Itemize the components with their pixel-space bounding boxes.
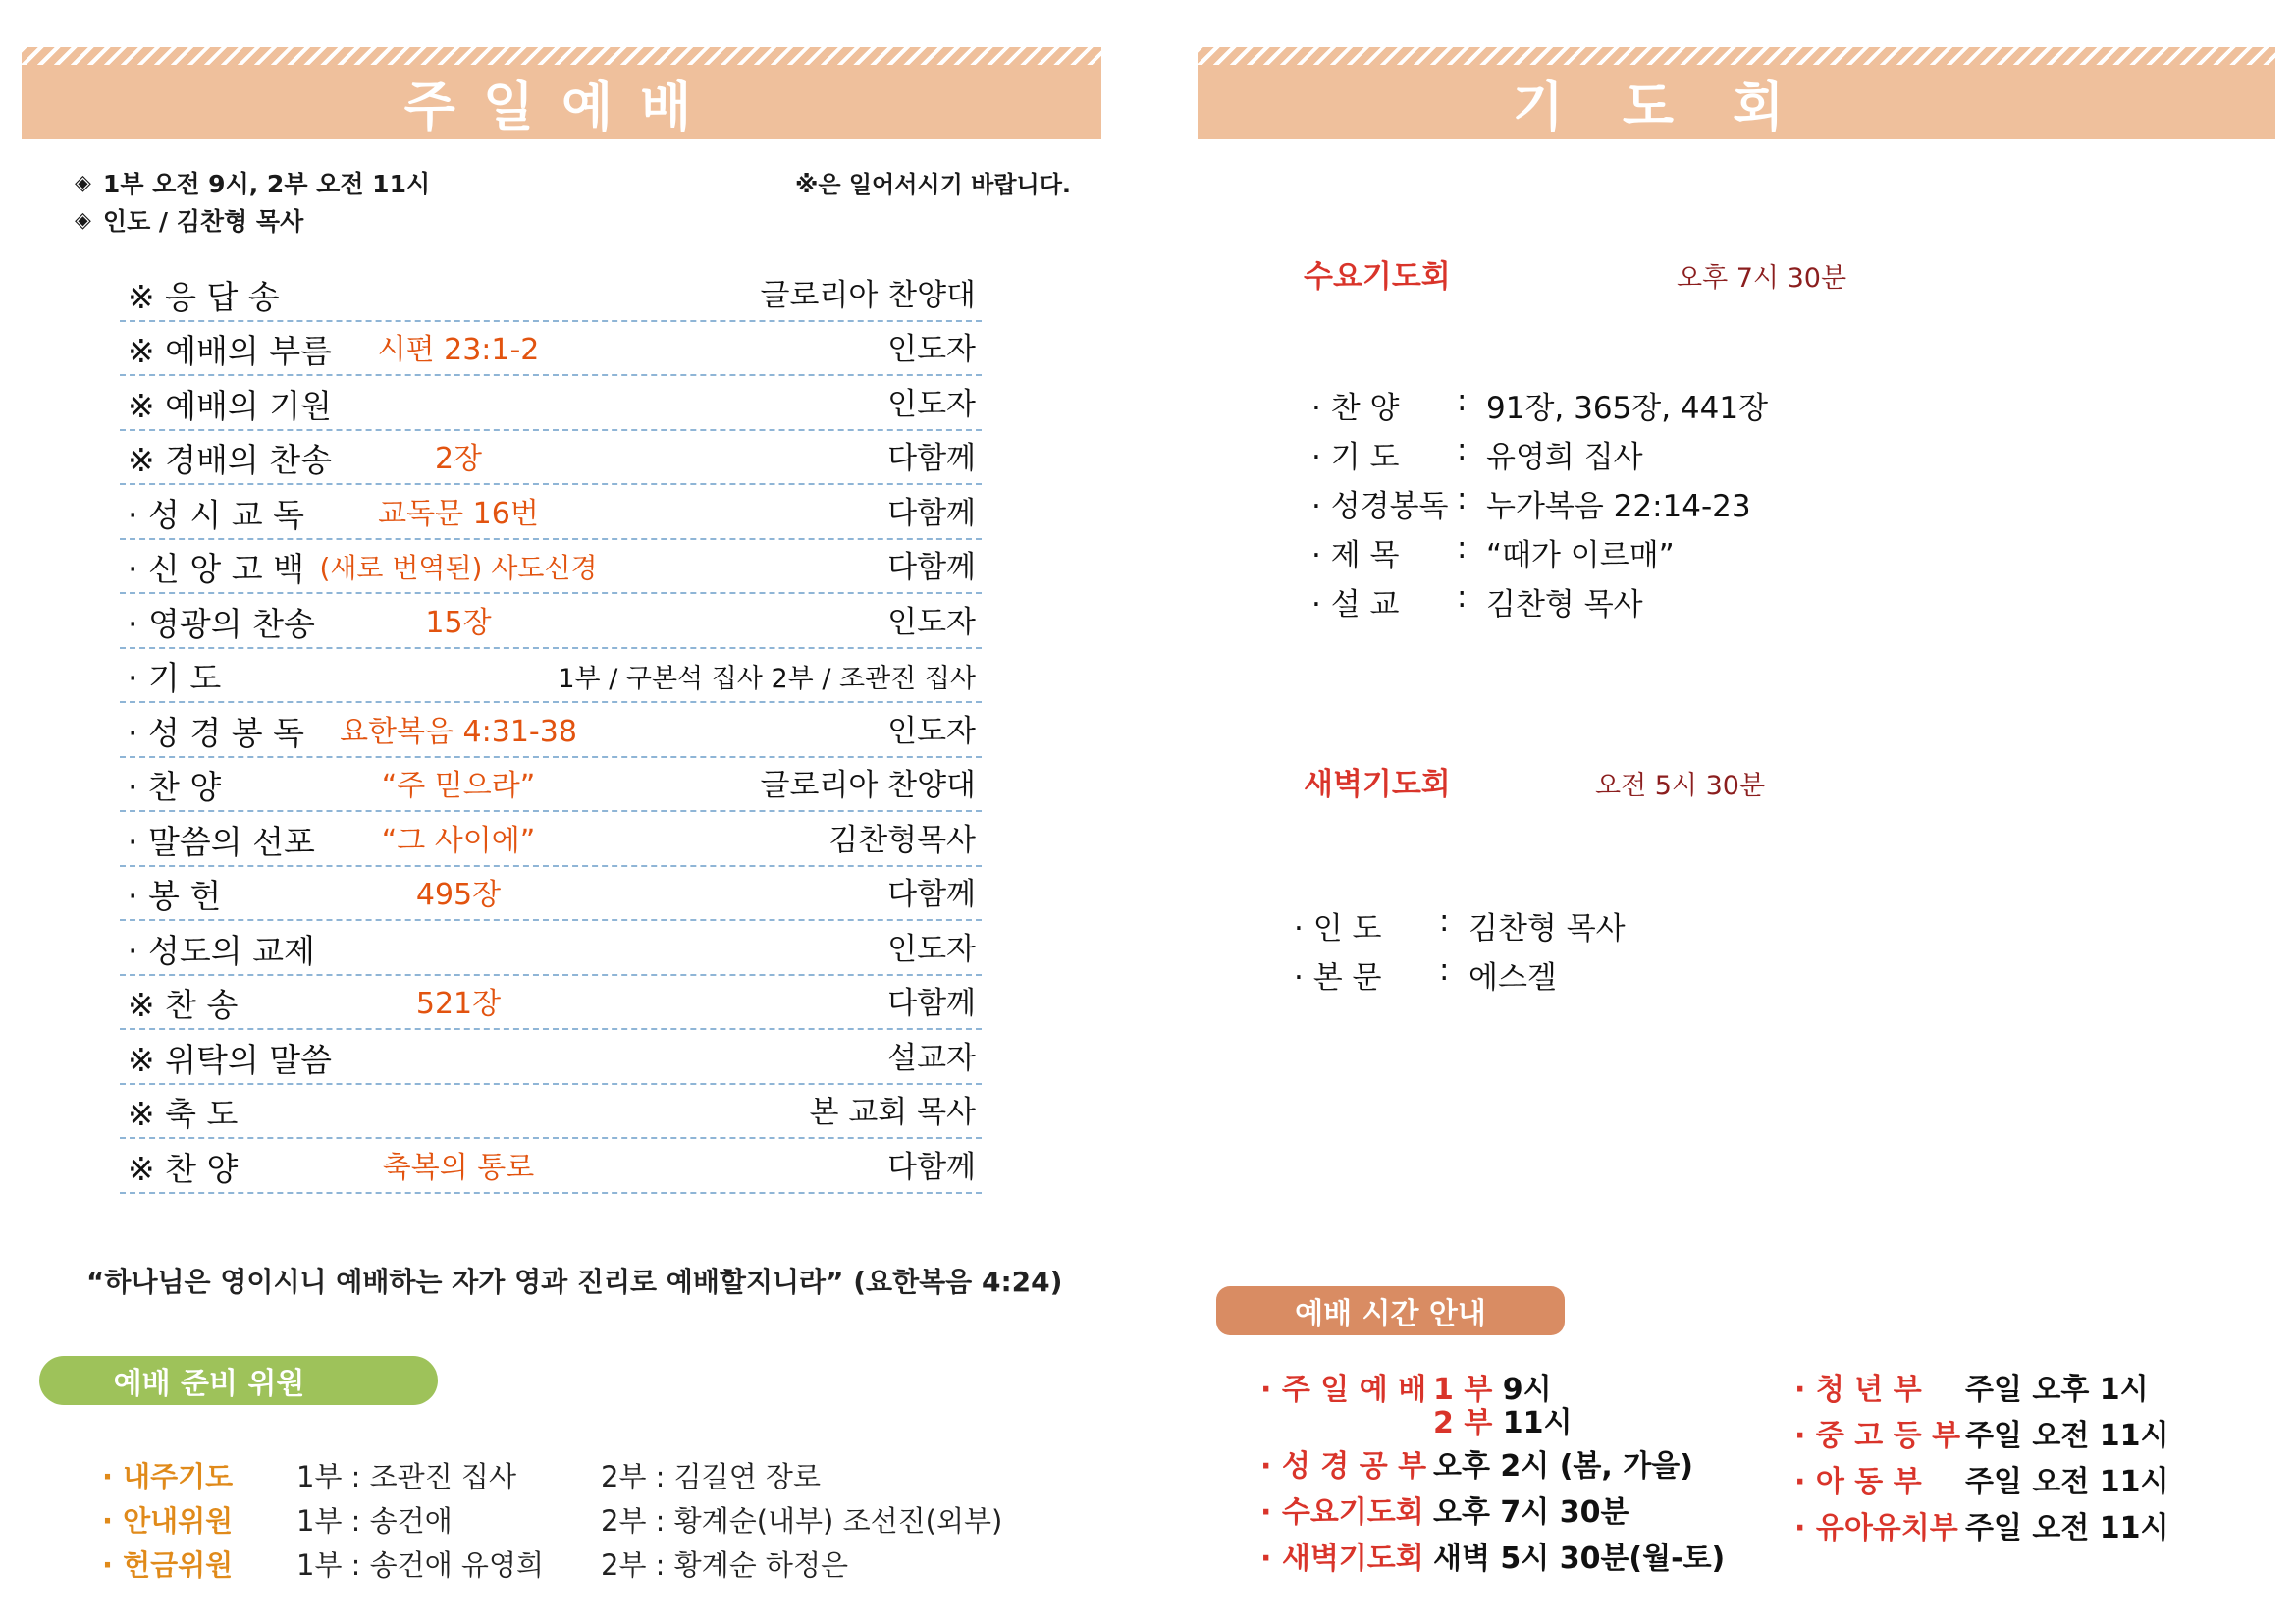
order-label: · 기 도: [128, 659, 222, 697]
order-leader: 1부 / 구본석 집사 2부 / 조관진 집사: [558, 664, 976, 694]
prayer-item-value: 유영희 집사: [1486, 440, 1643, 475]
prayer-banner: [1198, 47, 2275, 139]
prayer-item-value: 91장, 365장, 441장: [1486, 391, 1769, 426]
order-leader: 인도자: [887, 604, 976, 640]
order-detail: (새로 번역된) 사도신경: [319, 552, 598, 584]
staff-role: · 안내위원: [102, 1504, 234, 1538]
order-label: · 봉 헌: [128, 877, 222, 915]
order-row: [120, 376, 982, 431]
wednesday-prayer-time: 오후 7시 30분: [1677, 263, 1847, 294]
dawn-prayer-title: 새벽기도회: [1304, 767, 1451, 802]
staff-role: · 내주기도: [102, 1460, 234, 1493]
staff-first-service: 1부 : 송건애 유영희: [296, 1548, 544, 1582]
order-label: ※ 축 도: [128, 1095, 239, 1133]
schedule-value: 주일 오전 11시: [1965, 1511, 2169, 1545]
schedule-item: [1260, 1441, 1751, 1485]
order-leader: 다함께: [887, 495, 976, 531]
order-row: [120, 1139, 982, 1194]
schedule-item: [1260, 1488, 1751, 1531]
order-of-worship: [120, 267, 982, 1194]
order-row: [120, 867, 982, 922]
schedule-item: [1260, 1534, 1751, 1577]
prayer-item: [1311, 383, 1900, 426]
schedule-value: 주일 오전 11시: [1965, 1465, 2169, 1499]
prayer-item: [1311, 432, 1900, 475]
prayer-item-key: · 성경봉독: [1311, 489, 1449, 524]
order-row: [120, 812, 982, 867]
staff-first-service: 1부 : 송건애: [296, 1504, 453, 1538]
colon: :: [1439, 952, 1450, 988]
colon: :: [1457, 481, 1468, 516]
prayer-item-value: 김찬형 목사: [1468, 911, 1626, 947]
schedule-key: · 청 년 부: [1794, 1373, 1922, 1407]
schedule-key: · 성 경 공 부: [1260, 1449, 1427, 1484]
schedule-item: [1794, 1457, 2226, 1500]
order-label: · 성 시 교 독: [128, 495, 304, 534]
prayer-item-value: “때가 이르매”: [1486, 538, 1675, 573]
order-leader: 다함께: [887, 550, 976, 585]
order-detail: 축복의 통로: [382, 1150, 535, 1185]
order-detail: 요한복음 4:31-38: [340, 714, 577, 749]
order-row: [120, 485, 982, 540]
order-row: [120, 431, 982, 486]
order-detail: 교독문 16번: [378, 496, 539, 531]
order-leader: 글로리아 찬양대: [760, 277, 976, 313]
order-label: ※ 응 답 송: [128, 277, 280, 316]
session-label: 2 부: [1433, 1406, 1493, 1440]
staff-first-service: 1부 : 조관진 집사: [296, 1460, 516, 1493]
order-label: ※ 예배의 부름: [128, 332, 333, 370]
schedule-key: · 새벽기도회: [1260, 1542, 1424, 1576]
order-row: [120, 322, 982, 377]
prayer-item: [1294, 952, 1883, 996]
session-time: 11시: [1502, 1406, 1573, 1440]
order-leader: 김찬형목사: [828, 822, 976, 858]
order-label: ※ 찬 양: [128, 1149, 239, 1188]
banner-stripe: [22, 47, 1101, 65]
order-row: [120, 1085, 982, 1140]
order-detail: “주 믿으라”: [381, 769, 536, 803]
leader-info: ◈ 인도 / 김찬형 목사: [75, 207, 304, 236]
banner-title: 기도회: [1512, 75, 1843, 137]
order-leader: 인도자: [887, 931, 976, 967]
colon: :: [1457, 432, 1468, 467]
schedule-key: · 수요기도회: [1260, 1495, 1424, 1530]
order-label: · 말씀의 선포: [128, 822, 315, 861]
order-detail: “그 사이에”: [381, 823, 536, 858]
staff-row: [102, 1455, 1044, 1494]
order-leader: 글로리아 찬양대: [760, 768, 976, 803]
order-label: ※ 찬 송: [128, 986, 239, 1024]
colon: :: [1439, 903, 1450, 939]
session-label: 1 부: [1433, 1373, 1493, 1407]
order-detail: 495장: [415, 878, 502, 912]
colon: :: [1457, 579, 1468, 615]
order-label: · 신 앙 고 백: [128, 550, 304, 588]
order-label: ※ 위탁의 말씀: [128, 1040, 333, 1079]
schedule-item: [1260, 1365, 1751, 1440]
order-row: [120, 758, 982, 813]
schedule-key: · 아 동 부: [1794, 1465, 1922, 1499]
service-time-info: ◈ 1부 오전 9시, 2부 오전 11시: [75, 170, 431, 198]
dawn-prayer-time: 오전 5시 30분: [1595, 771, 1766, 801]
staff-second-service: 2부 : 김길연 장로: [601, 1460, 821, 1493]
order-leader: 본 교회 목사: [809, 1095, 976, 1130]
colon: :: [1457, 383, 1468, 418]
prayer-item-key: · 기 도: [1311, 440, 1400, 475]
order-label: · 성 경 봉 독: [128, 713, 304, 752]
colon: :: [1457, 530, 1468, 566]
schedule-item: [1794, 1365, 2226, 1408]
staff-row: [102, 1543, 1044, 1583]
order-leader: 설교자: [887, 1040, 976, 1076]
order-label: · 성도의 교제: [128, 931, 315, 970]
order-leader: 다함께: [887, 877, 976, 912]
wednesday-prayer-title: 수요기도회: [1304, 259, 1451, 295]
schedule-key: · 유아유치부: [1794, 1511, 1958, 1545]
prayer-item: [1311, 530, 1900, 573]
schedule-value: 오후 7시 30분: [1433, 1495, 1629, 1530]
order-row: [120, 594, 982, 649]
schedule-key: · 주 일 예 배: [1260, 1373, 1427, 1407]
schedule-value: 새벽 5시 30분(월-토): [1433, 1542, 1726, 1576]
standing-note: ※은 일어서시기 바랍니다.: [795, 171, 1071, 198]
order-row: [120, 921, 982, 976]
schedule-session: [1433, 1398, 1573, 1441]
prayer-item: [1294, 903, 1883, 947]
diamond-icon: ◈: [75, 207, 91, 233]
schedule-item: [1794, 1411, 2226, 1454]
prayer-item-key: · 본 문: [1294, 960, 1382, 996]
prayer-item: [1311, 579, 1900, 623]
schedule-value: 오후 2시 (봄, 가을): [1433, 1449, 1693, 1484]
order-row: [120, 976, 982, 1031]
staff-second-service: 2부 : 황계순 하정은: [601, 1548, 848, 1582]
staff-row: [102, 1499, 1044, 1539]
order-leader: 인도자: [887, 713, 976, 749]
schedule-key: · 중 고 등 부: [1794, 1419, 1961, 1453]
staff-role: · 헌금위원: [102, 1548, 234, 1582]
order-detail: 15장: [425, 605, 492, 640]
order-detail: 2장: [434, 442, 483, 476]
prayer-item-value: 김찬형 목사: [1486, 587, 1643, 623]
order-leader: 다함께: [887, 441, 976, 476]
schedule-item: [1794, 1503, 2226, 1546]
order-detail: 521장: [415, 987, 502, 1021]
scripture-verse: “하나님은 영이시니 예배하는 자가 영과 진리로 예배할지니라” (요한복음 4:24): [86, 1266, 1063, 1298]
prayer-item-key: · 인 도: [1294, 911, 1382, 947]
schedule-title-pill: 예배 시간 안내: [1216, 1286, 1565, 1335]
order-row: [120, 267, 982, 322]
order-leader: 인도자: [887, 386, 976, 422]
order-detail: 시편 23:1-2: [377, 333, 540, 367]
schedule-value: 주일 오후 1시: [1965, 1373, 2149, 1407]
order-label: · 영광의 찬송: [128, 604, 315, 643]
schedule-value: 주일 오전 11시: [1965, 1419, 2169, 1453]
prayer-item-key: · 설 교: [1311, 587, 1400, 623]
prayer-item-value: 누가복음 22:14-23: [1486, 489, 1751, 524]
prayer-item: [1311, 481, 1900, 524]
prayer-item-value: 에스겔: [1468, 960, 1557, 996]
order-leader: 다함께: [887, 1149, 976, 1185]
order-row: [120, 649, 982, 704]
order-row: [120, 703, 982, 758]
order-label: · 찬 양: [128, 768, 222, 806]
banner-title: 주일예배: [403, 75, 720, 137]
order-row: [120, 1030, 982, 1085]
order-label: ※ 경배의 찬송: [128, 441, 333, 479]
banner-stripe: [1198, 47, 2275, 65]
diamond-icon: ◈: [75, 170, 91, 195]
order-leader: 다함께: [887, 986, 976, 1021]
prayer-item-key: · 제 목: [1311, 538, 1400, 573]
order-row: [120, 540, 982, 595]
order-leader: 인도자: [887, 332, 976, 367]
order-label: ※ 예배의 기원: [128, 386, 333, 425]
session-time: 9시: [1502, 1373, 1552, 1407]
staff-title-pill: 예배 준비 위원: [39, 1356, 438, 1405]
prayer-item-key: · 찬 양: [1311, 391, 1400, 426]
staff-second-service: 2부 : 황계순(내부) 조선진(외부): [601, 1504, 1003, 1538]
worship-banner: [22, 47, 1101, 139]
